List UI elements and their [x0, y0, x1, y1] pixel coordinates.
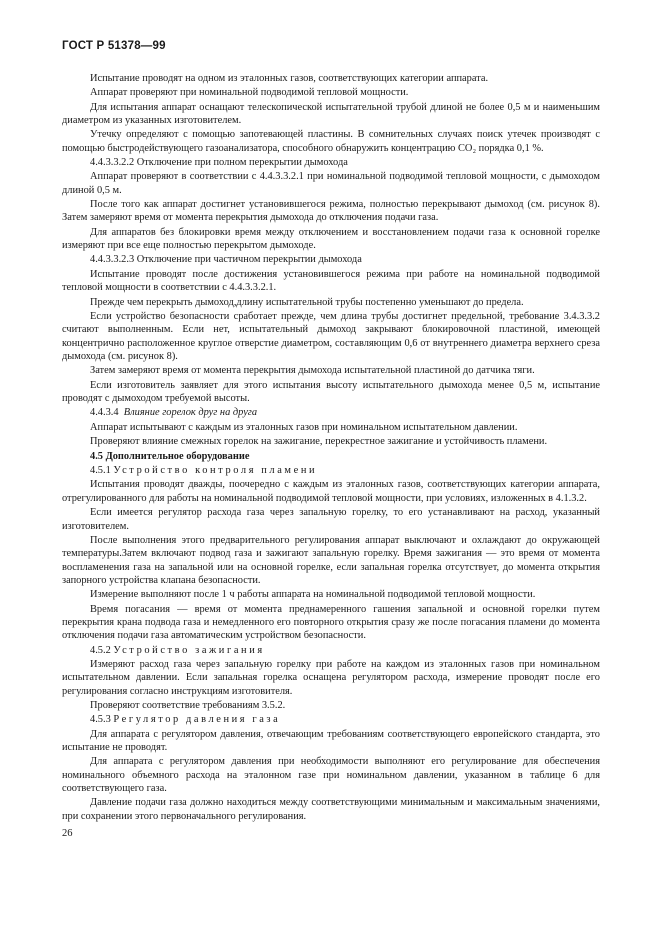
paragraph: Проверяют соответствие требованиям 3.5.2.: [90, 699, 286, 711]
paragraph: Для испытания аппарат оснащают телескопической испытательной трубой длиной не более 0,5 м и наименьшим диаметром из указанных изготовителем.: [62, 101, 600, 127]
section-number: 4.5.3: [90, 714, 111, 726]
paragraph: Для аппарата с регулятором давления при необходимости выполняют его регулирование для обеспечения номинального объемного расхода на эталонном газе при номинальном давлении, указанном в таблице 6 для соответствующего газа.: [62, 756, 600, 795]
paragraph: После того как аппарат достигнет установившегося режима, полностью перекрывают дымоход (см. рисунок 8). Затем замеряют время от момента перекрытия дымохода до отключения подачи газа.: [62, 199, 600, 224]
paragraph: Для аппаратов без блокировки время между отключением и восстановлением подачи газа к основной горелке измеряют при все еще полностью перекрытом дымоходе.: [62, 226, 600, 252]
paragraph: Испытание проводят на одном из эталонных газов, соответствующих категории аппарата.: [90, 73, 489, 84]
section-title: Устройство зажигания: [113, 644, 265, 656]
section-number: 4.5.1: [90, 465, 111, 477]
paragraph: Если изготовитель заявляет для этого испытания высоту испытательного дымохода менее 0,5 м, испытание проводят с дымоходом требуемой высоты.: [62, 379, 600, 404]
section-title: Устройство контроля пламени: [113, 465, 318, 477]
section-number: 4.4.3.4: [90, 407, 119, 419]
paragraph: Аппарат испытывают с каждым из эталонных газов при номинальном испытательном давлении.: [90, 421, 518, 433]
subsection-heading: 4.4.3.3.2.2 Отключение при полном перекрытии дымохода: [90, 157, 348, 169]
paragraph: Время погасания — время от момента преднамеренного гашения запальной и основной горелки путем перекрытия крана подвода газа и немедленного его повторного открытия сразу же после погасания пламени до момента отключения подачи газа автоматическим устройством безопасности.: [62, 603, 600, 642]
paragraph: Измерение выполняют после 1 ч работы аппарата на номинальной подводимой тепловой мощности.: [90, 589, 536, 601]
paragraph: Испытания проводят дважды, поочередно с каждым из эталонных газов, соответствующих категории аппарата, отрегулированного для работы на номинальной подводимой тепловой мощности, при условиях, изложенных в 4.1.3.2.: [62, 479, 600, 504]
paragraph: После выполнения этого предварительного регулирования аппарат выключают и охлаждают до окружающей температуры.Затем включают подвод газа и зажигают запальную горелку. Время зажигания — это время от момента воспламенения газа на запальной или на основной горелке, если запальная горелка отсутствует, до момента открытия запорного устройства клапана безопасности.: [62, 534, 600, 586]
paragraph: Проверяют влияние смежных горелок на зажигание, перекрестное зажигание и устойчивость пламени.: [90, 435, 548, 447]
document-header: ГОСТ Р 51378—99: [62, 40, 166, 52]
paragraph: Давление подачи газа должно находиться между соответствующими минимальным и максимальным значениями, при сохранении этого первоначального регулирования.: [62, 797, 600, 822]
paragraph: Аппарат проверяют в соответствии с 4.4.3.3.2.1 при номинальной подводимой тепловой мощности, с дымоходом длиной 0,5 м.: [62, 171, 600, 196]
section-title: Регулятор давления газа: [113, 714, 281, 726]
paragraph: Испытание проводят после достижения установившегося режима при работе на номинальной подводимой тепловой мощности в соответствии с 4.4.3.3.2.1.: [62, 268, 600, 294]
subsection-heading-4434: [62, 406, 600, 419]
paragraph: Утечку определяют с помощью запотевающей пластины. В сомнительных случаях поиск утечек производят с помощью быстродействующего газоанализатора, способного обнаружить концентрацию CO₂ порядка 0,1 %.: [62, 129, 600, 154]
section-title: Влияние горелок друг на друга: [123, 407, 258, 419]
paragraph: Прежде чем перекрыть дымоход,длину испытательной трубы постепенно уменьшают до предела.: [90, 296, 524, 308]
paragraph: Если устройство безопасности сработает прежде, чем длина трубы достигнет предельной, требование 3.4.3.3.2 считают выполненным. Если нет, испытательный дымоход закрывают блокировочной пластиной, имеющей концентрично расположенное круглое отверстие диаметром, составляющим 0,6 от внутреннего диаметра верхнего среза дымохода (см. рисунок 8).: [62, 310, 600, 362]
paragraph: Измеряют расход газа через запальную горелку при работе на каждом из эталонных газов при номинальном испытательном давлении. Если запальная горелка оснащена регулятором расхода, измерение проводят после его регулирования согласно инструкциям изготовителя.: [62, 658, 600, 697]
section-number: 4.5.2: [90, 644, 111, 656]
subsection-heading-451: [62, 464, 600, 477]
paragraph: Затем замеряют время от момента перекрытия дымохода испытательной пластиной до датчика тяги.: [90, 365, 535, 377]
paragraph: Для аппарата с регулятором давления, отвечающим требованиям соответствующего европейского стандарта, это испытание не проводят.: [62, 728, 600, 753]
document-body: [62, 72, 600, 824]
paragraph: Если имеется регулятор расхода газа через запальную горелку, то его устанавливают на расход, указанный изготовителем.: [62, 507, 600, 532]
paragraph: Аппарат проверяют при номинальной подводимой тепловой мощности.: [90, 87, 409, 99]
section-heading-4-5: 4.5 Дополнительное оборудование: [90, 450, 250, 462]
page-number: 26: [62, 828, 73, 839]
subsection-heading-452: [62, 644, 600, 657]
subsection-heading-453: [62, 713, 600, 726]
subsection-heading: 4.4.3.3.2.3 Отключение при частичном перекрытии дымохода: [90, 254, 362, 266]
